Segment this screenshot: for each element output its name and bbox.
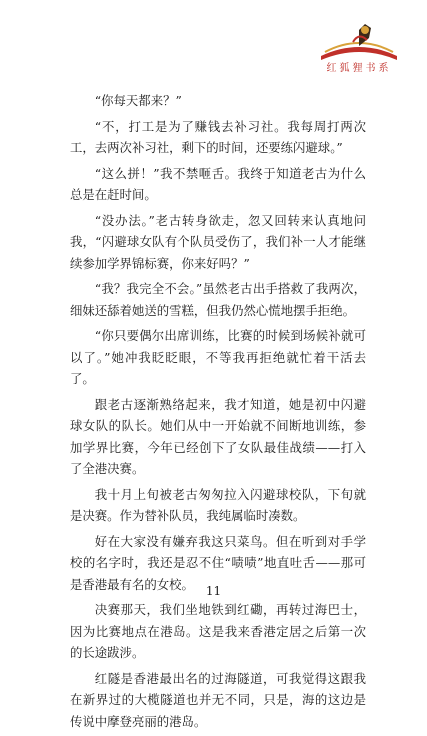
paragraph: “我？我完全不会。”虽然老古出手搭救了我两次，细妹还舔着她送的雪糕，但我仍然心慌地摆手拒绝。 xyxy=(70,281,366,318)
paragraph: 我十月上旬被老古匆匆拉入闪避球校队，下旬就是决赛。作为替补队员，我纯属临时凑数。 xyxy=(70,486,366,523)
paragraph: “你每天都来？” xyxy=(94,93,182,108)
paragraph: “你只要偶尔出席训练，比赛的时候到场候补就可以了。”她冲我眨眨眼，不等我再拒绝就忙着干活去了。 xyxy=(70,328,366,386)
fox-book-logo-icon xyxy=(313,16,405,62)
paragraph: “没办法。”老古转身欲走，忽又回转来认真地问我，“闪避球女队有个队员受伤了，我们补一人才能继续参加学界锦标赛，你来好吗？” xyxy=(70,212,366,271)
logo-text: 红狐狸书系 xyxy=(326,63,392,74)
paragraph: 红隧是香港最出名的过海隧道，可我觉得这跟我在新界过的大榄隧道也并无不同，只是，海的这边是传说中摩登亮丽的港岛。 xyxy=(70,670,366,729)
paragraph: 好在大家没有嫌弃我这只菜鸟。但在听到对手学校的名字时，我还是忍不住“啧啧”地直吐舌——那可是香港最有名的女校。 xyxy=(70,533,366,592)
page-number: 11 xyxy=(205,584,222,598)
paragraph: “不，打工是为了赚钱去补习社。我每周打两次工，去两次补习社，剩下的时间，还要练闪避球。” xyxy=(70,118,366,155)
paragraph: 决赛那天，我们坐地铁到红磡，再转过海巴士，因为比赛地点在港岛。这是我来香港定居之后第一次的长途跋涉。 xyxy=(70,602,366,660)
series-logo xyxy=(313,16,405,74)
body-text xyxy=(70,90,366,736)
paragraph: “这么拼！”我不禁咂舌。我终于知道老古为什么总是在赶时间。 xyxy=(70,165,366,202)
paragraph: 跟老古逐渐熟络起来，我才知道，她是初中闪避球女队的队长。她们从中一开始就不间断地训练，参加学界比赛，今年已经创下了女队最佳战绩——打入了全港决赛。 xyxy=(70,396,366,476)
